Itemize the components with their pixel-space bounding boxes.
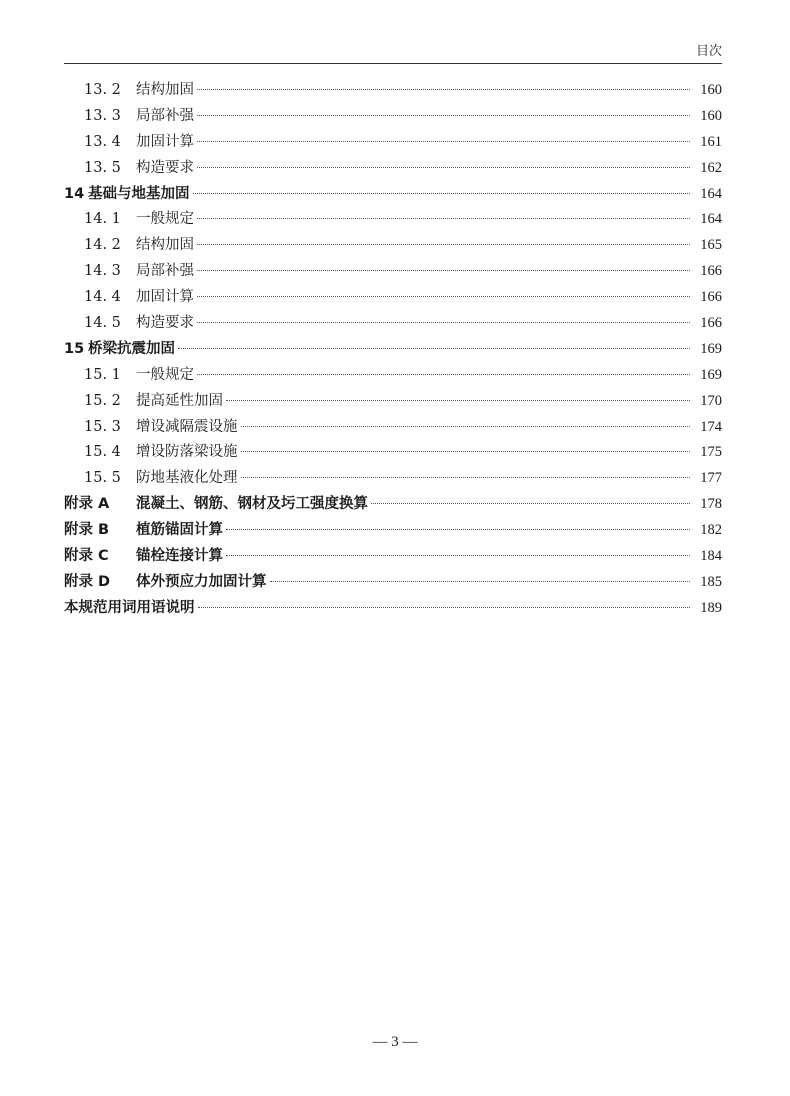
toc-entry-page-number: 174 bbox=[700, 418, 722, 435]
toc-entry-page-number: 166 bbox=[700, 289, 722, 306]
toc-entry-title: 构造要求 bbox=[136, 159, 194, 176]
toc-entry-page-number: 160 bbox=[700, 82, 722, 98]
toc-entry-title: 局部补强 bbox=[136, 263, 194, 280]
toc-leader-dots bbox=[197, 167, 690, 168]
toc-entry-number: 附录 B bbox=[64, 522, 110, 539]
toc-entry-title: 加固计算 bbox=[136, 133, 194, 150]
toc-entry-page-number: 169 bbox=[700, 340, 722, 357]
toc-entry-page-number: 185 bbox=[700, 573, 722, 590]
toc-entry-title: 增设防落梁设施 bbox=[136, 444, 238, 461]
page-number: — 3 — bbox=[372, 1034, 418, 1050]
toc-leader-dots bbox=[197, 244, 690, 245]
toc-leader-dots bbox=[371, 503, 690, 504]
toc-entry-number: 14. 1 bbox=[84, 211, 121, 228]
toc-entry-title: 增设减隔震设施 bbox=[136, 418, 238, 435]
toc-entry-section[interactable] bbox=[64, 233, 722, 259]
toc-entry-number: 13. 3 bbox=[84, 107, 121, 124]
toc-entry-number: 13. 2 bbox=[84, 82, 121, 98]
toc-entry-number: 13. 5 bbox=[84, 159, 121, 176]
toc-leader-dots bbox=[197, 296, 690, 297]
toc-entry-number: 14. 4 bbox=[84, 289, 121, 306]
toc-entry-title: 加固计算 bbox=[136, 289, 194, 306]
toc-entry-page-number: 189 bbox=[700, 599, 722, 616]
toc-entry-page-number: 177 bbox=[700, 470, 722, 487]
toc-entry-number: 附录 A bbox=[64, 496, 110, 513]
toc-entry-section[interactable] bbox=[64, 78, 722, 104]
toc-leader-dots bbox=[198, 607, 691, 608]
toc-entry-page-number: 164 bbox=[700, 185, 722, 202]
toc-entry-appendix[interactable] bbox=[64, 544, 722, 570]
toc-entry-title: 体外预应力加固计算 bbox=[136, 573, 267, 590]
toc-entry-chapter[interactable] bbox=[64, 182, 722, 208]
toc-entry-section[interactable] bbox=[64, 259, 722, 285]
toc-entry-title: 植筋锚固计算 bbox=[136, 522, 223, 539]
toc-entry-title: 结构加固 bbox=[136, 82, 194, 98]
toc-entry-number: 15. 1 bbox=[84, 366, 121, 383]
toc-entry-number: 13. 4 bbox=[84, 133, 121, 150]
toc-entry-title: 局部补强 bbox=[136, 107, 194, 124]
toc-leader-dots bbox=[226, 400, 690, 401]
toc-entry-number: 15. 4 bbox=[84, 444, 121, 461]
toc-entry-chapter[interactable] bbox=[64, 337, 722, 363]
toc-leader-dots bbox=[197, 322, 690, 323]
toc-leader-dots bbox=[270, 581, 691, 582]
toc-leader-dots bbox=[193, 193, 691, 194]
toc-entry-section[interactable] bbox=[64, 466, 722, 492]
toc-entry-page-number: 170 bbox=[700, 392, 722, 409]
toc-entry-number: 15. 3 bbox=[84, 418, 121, 435]
toc-entry-title: 防地基液化处理 bbox=[136, 470, 238, 487]
toc-leader-dots bbox=[197, 89, 690, 90]
toc-leader-dots bbox=[197, 270, 690, 271]
toc-entry-section[interactable] bbox=[64, 440, 722, 466]
toc-leader-dots bbox=[241, 451, 691, 452]
toc-entry-number: 附录 C bbox=[64, 548, 109, 565]
toc-leader-dots bbox=[226, 555, 690, 556]
toc-entry-page-number: 161 bbox=[700, 133, 722, 150]
toc-leader-dots bbox=[197, 374, 690, 375]
toc-entry-number: 14. 2 bbox=[84, 237, 121, 254]
toc-leader-dots bbox=[178, 348, 690, 349]
toc-entry-page-number: 165 bbox=[700, 237, 722, 254]
toc-entry-title: 本规范用词用语说明 bbox=[64, 599, 195, 616]
toc-entry-title: 桥梁抗震加固 bbox=[88, 340, 175, 357]
toc-entry-number: 15 bbox=[64, 340, 85, 357]
toc-entry-section[interactable] bbox=[64, 415, 722, 441]
toc-leader-dots bbox=[241, 477, 691, 478]
toc-entry-appendix[interactable] bbox=[64, 518, 722, 544]
toc-entry-plain[interactable] bbox=[64, 596, 722, 622]
toc-entry-title: 结构加固 bbox=[136, 237, 194, 254]
toc-entry-section[interactable] bbox=[64, 207, 722, 233]
toc-entry-title: 构造要求 bbox=[136, 315, 194, 332]
toc-leader-dots bbox=[241, 426, 691, 427]
toc-entry-number: 15. 5 bbox=[84, 470, 121, 487]
toc-entry-page-number: 175 bbox=[700, 444, 722, 461]
toc-entry-title: 混凝土、钢筋、钢材及圬工强度换算 bbox=[136, 496, 368, 513]
toc-entry-page-number: 178 bbox=[700, 496, 722, 513]
toc-entry-page-number: 166 bbox=[700, 315, 722, 332]
toc-entry-title: 锚栓连接计算 bbox=[136, 548, 223, 565]
toc-entry-section[interactable] bbox=[64, 311, 722, 337]
toc-entry-section[interactable] bbox=[64, 104, 722, 130]
toc-leader-dots bbox=[197, 218, 690, 219]
toc-leader-dots bbox=[197, 115, 690, 116]
toc-leader-dots bbox=[197, 141, 690, 142]
toc-entry-page-number: 160 bbox=[700, 107, 722, 124]
running-title: 目次 bbox=[695, 44, 722, 59]
toc-entry-section[interactable] bbox=[64, 389, 722, 415]
header-rule bbox=[64, 63, 722, 64]
toc-entry-number: 14. 3 bbox=[84, 263, 121, 280]
toc-entry-title: 一般规定 bbox=[136, 211, 194, 228]
toc-entry-page-number: 182 bbox=[700, 522, 722, 539]
toc-entry-page-number: 169 bbox=[700, 366, 722, 383]
toc-entry-page-number: 164 bbox=[700, 211, 722, 228]
toc-entry-title: 提高延性加固 bbox=[136, 392, 223, 409]
table-of-contents bbox=[64, 78, 722, 622]
toc-entry-number: 14 bbox=[64, 185, 85, 202]
toc-entry-appendix[interactable] bbox=[64, 570, 722, 596]
toc-entry-section[interactable] bbox=[64, 130, 722, 156]
toc-entry-section[interactable] bbox=[64, 285, 722, 311]
toc-entry-page-number: 184 bbox=[700, 548, 722, 565]
toc-entry-section[interactable] bbox=[64, 363, 722, 389]
toc-entry-appendix[interactable] bbox=[64, 492, 722, 518]
toc-entry-title: 一般规定 bbox=[136, 366, 194, 383]
toc-leader-dots bbox=[226, 529, 690, 530]
toc-entry-title: 基础与地基加固 bbox=[88, 185, 190, 202]
toc-entry-number: 15. 2 bbox=[84, 392, 121, 409]
toc-entry-number: 14. 5 bbox=[84, 315, 121, 332]
toc-entry-number: 附录 D bbox=[64, 573, 111, 590]
toc-entry-page-number: 166 bbox=[700, 263, 722, 280]
toc-entry-section[interactable] bbox=[64, 156, 722, 182]
toc-entry-page-number: 162 bbox=[700, 159, 722, 176]
